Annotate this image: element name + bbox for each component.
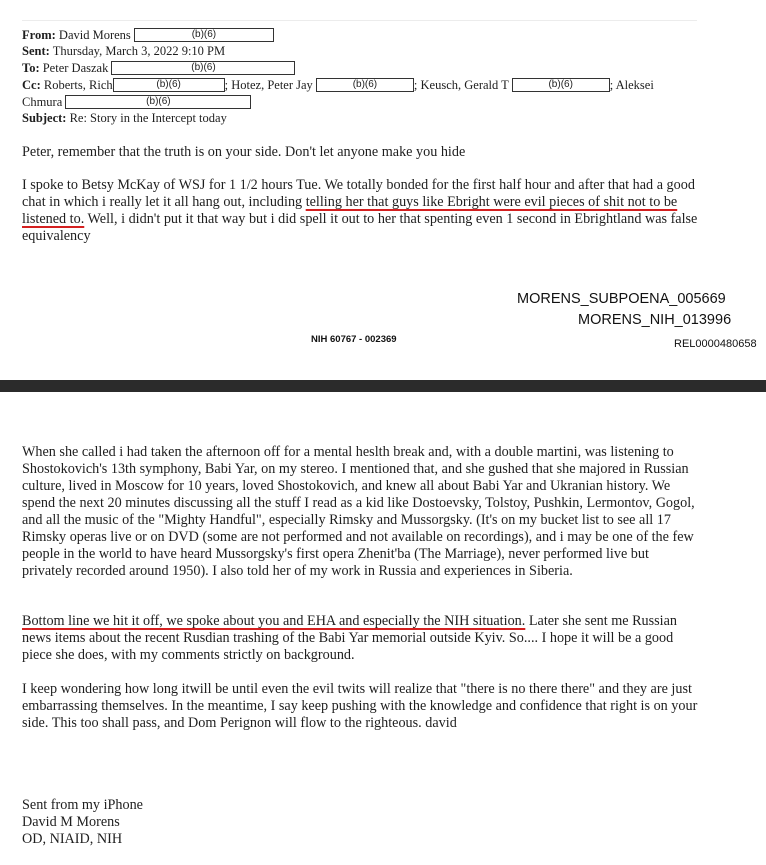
page-divider [0,380,766,392]
sent-value: Thursday, March 3, 2022 9:10 PM [52,44,226,58]
rel-stamp: REL0000480658 [674,338,757,350]
email2-paragraph-2: Bottom line we hit it off, we spoke about you and EHA and especially the NIH situation. Later she sent me Russian news items about the recent Rusdian trashing of the Babi Yar memorial outside Kyiv. So.... I hope it will be a good piece she does, with my comments strictly on background. [22,613,678,663]
email2-paragraph-3: I keep wondering how long itwill be until even the evil twits will realize that "there is no there there" and they are just embarrassing themselves. In the meantime, I say keep pushing with the knowledge and confidence that right is on your side. This too shall pass, and Dom Perignon will flow to the righteous. david [22,681,698,731]
cc-line-continued: Chmura (b)(6) [22,94,251,110]
redaction-box: (b)(6) [113,78,225,92]
redaction-box: (b)(6) [134,28,274,42]
underlined-text: Bottom line we hit it off, we spoke about you and EHA and especially the NIH situation. [22,613,526,629]
to-value: Peter Daszak [42,61,109,75]
bates-stamp: NIH 60767 - 002369 [311,334,397,345]
redaction-box: (b)(6) [512,78,610,92]
sent-line: Sent: Thursday, March 3, 2022 9:10 PM [22,44,226,58]
subpoena-stamp: MORENS_SUBPOENA_005669 [517,291,726,307]
from-value: David Morens [58,28,131,42]
subject-value: Re: Story in the Intercept today [69,111,227,125]
underlined-text: telling her that guys like Ebright were evil pieces of shit not to be listened to. [22,194,678,227]
subject-line: Subject: Re: Story in the Intercept today [22,111,227,125]
signature-line-2: David M Morens [22,814,120,830]
nih-stamp: MORENS_NIH_013996 [578,312,732,328]
email2-paragraph-1: When she called i had taken the afternoon off for a mental heslth break and, with a double martini, was listening to Shostokovich's 13th symphony, Babi Yar, on my stereo. I mentioned that, and she gushed that she majored in Russian culture, lived in Moscow for 10 years, loved Shostokovich, and knew all about Babi Yar and Ukranian history. We spend the next 20 minutes discussing all the stuff I read as a kid like Dostoevsky, Tolstoy, Pushkin, Lermontov, Gogol, and all the music of the "Mighty Handful", especially Rimsky and Mussorgsky. (It's on my bucket list to see all 17 Rimsky operas live or on DVD (some are not performed and not available on recordings), and i may be one of the few people in the world to have heard Mussorgsky's first opera Zhenit'ba (The Marriage), never performed live but privately recorded around 1950). I also told her of my work in Russia and experiences in Siberia. [22,444,695,579]
redaction-box: (b)(6) [316,78,414,92]
redaction-box: (b)(6) [111,61,295,75]
redaction-box: (b)(6) [65,95,251,109]
header-divider [22,20,697,21]
signature-line-1: Sent from my iPhone [22,797,143,813]
cut-off-prior-text [22,0,692,8]
email1-paragraph-1: Peter, remember that the truth is on your side. Don't let anyone make you hide [22,144,466,160]
document-page-1 [0,0,766,380]
to-line: To: Peter Daszak (b)(6) [22,60,295,76]
signature-line-3: OD, NIAID, NIH [22,831,123,847]
cc-line: Cc: Roberts, Rich (b)(6) ; Hotez, Peter Jay (b)(6) ; Keusch, Gerald T (b)(6) ; Aleksei [22,78,654,92]
email1-paragraph-2: I spoke to Betsy McKay of WSJ for 1 1/2 hours Tue. We totally bonded for the first half hour and after that had a good chat in which i really let it all hang out, including telling her that guys like Ebright were evil pieces of shit not to be listened to. Well, i didn't put it that way but i did spell it out to her that spenting even 1 second in Ebrightland was false equivalency [22,177,698,244]
from-line: From: David Morens (b)(6) [22,27,274,43]
document-page-2 [0,392,766,865]
